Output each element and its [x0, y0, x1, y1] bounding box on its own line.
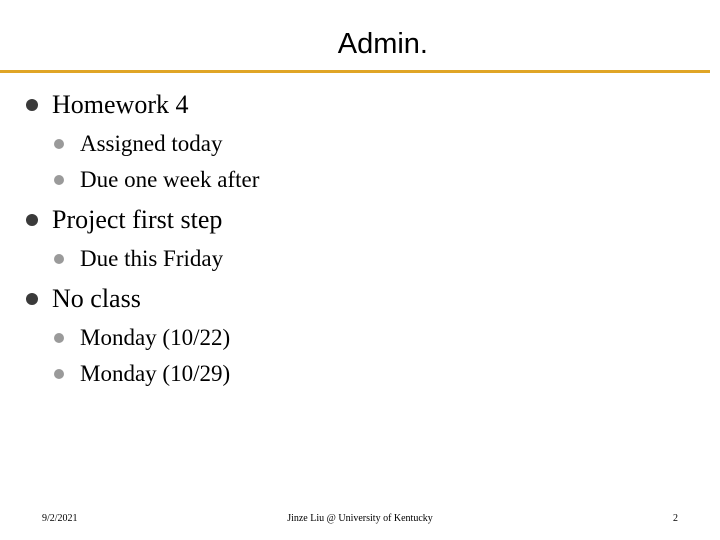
- bullet-dot-icon: [26, 293, 38, 305]
- bullet-text: No class: [52, 284, 141, 313]
- title-divider: [0, 70, 710, 73]
- sub-bullet-item: [0, 361, 230, 387]
- bullet-item-project: [0, 205, 222, 235]
- footer-author: Jinze Liu @ University of Kentucky: [287, 513, 433, 524]
- bullet-dot-icon: [54, 369, 64, 379]
- slide-title: Admin.: [337, 28, 428, 60]
- sub-bullet-item: [0, 131, 222, 157]
- bullet-item-homework: [0, 90, 188, 120]
- footer-date: 9/2/2021: [42, 513, 78, 524]
- sub-bullet-text: Monday (10/22): [80, 325, 231, 350]
- bullet-item-no-class: [0, 284, 141, 314]
- sub-bullet-text: Monday (10/29): [80, 361, 231, 386]
- bullet-text: Project first step: [52, 205, 223, 234]
- bullet-text: Homework 4: [52, 90, 189, 119]
- bullet-dot-icon: [54, 139, 64, 149]
- bullet-dot-icon: [54, 175, 64, 185]
- sub-bullet-text: Due this Friday: [80, 246, 224, 271]
- sub-bullet-item: [0, 246, 223, 272]
- sub-bullet-text: Assigned today: [80, 131, 223, 156]
- sub-bullet-text: Due one week after: [80, 167, 260, 192]
- bullet-dot-icon: [54, 333, 64, 343]
- bullet-dot-icon: [26, 214, 38, 226]
- bullet-dot-icon: [54, 254, 64, 264]
- footer-page-number: 2: [673, 513, 678, 524]
- bullet-dot-icon: [26, 99, 38, 111]
- sub-bullet-item: [0, 325, 230, 351]
- sub-bullet-item: [0, 167, 259, 193]
